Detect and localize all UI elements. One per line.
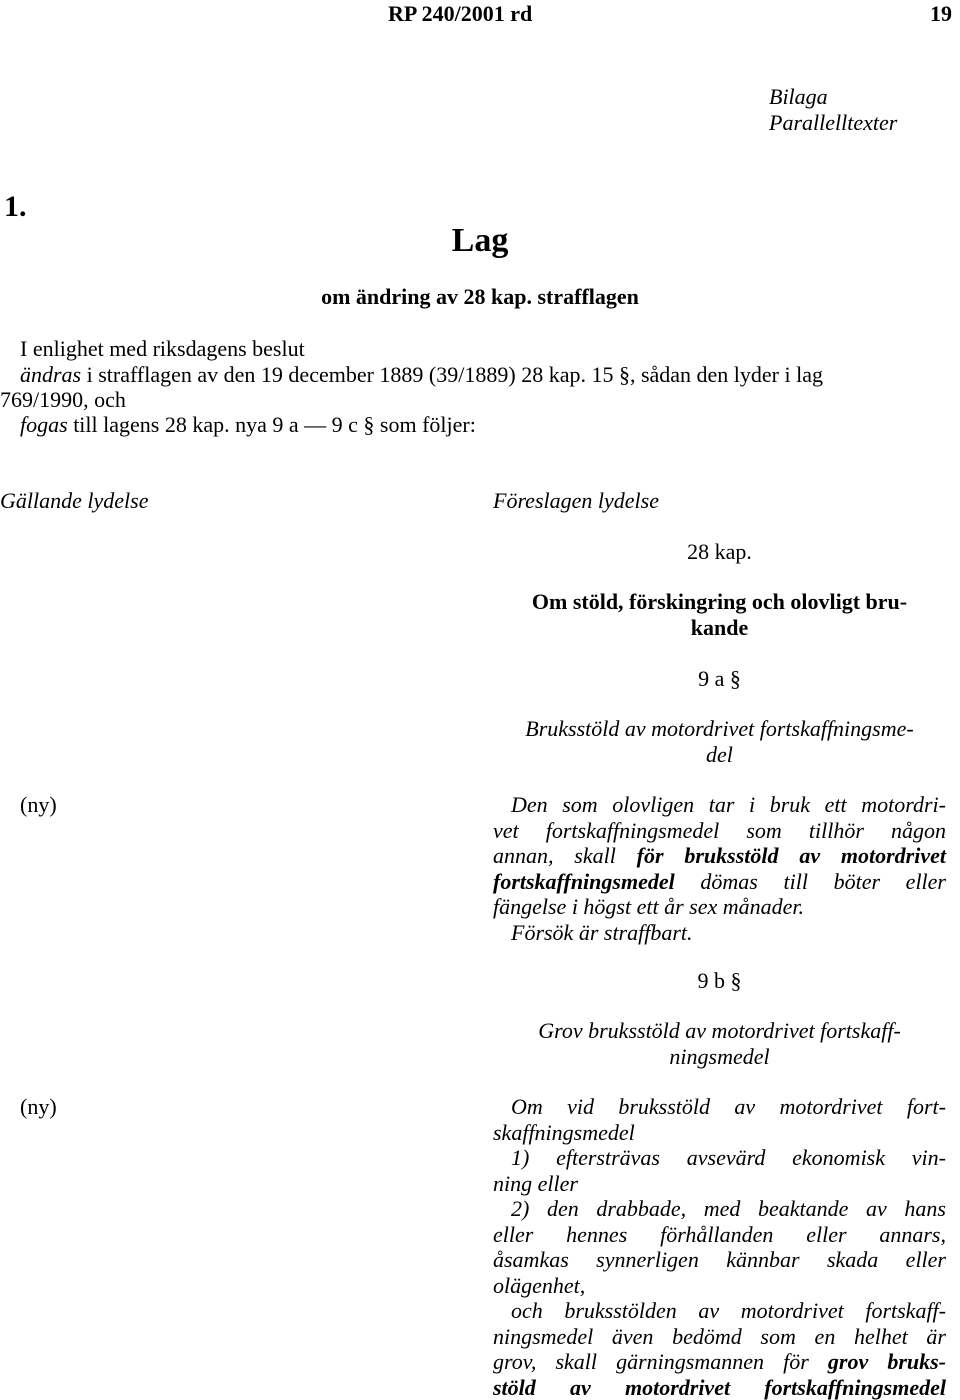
body-9b-line-8: olägenhet, — [493, 1273, 946, 1299]
section-heading-9a-line-2: del — [493, 742, 946, 768]
chapter-title-line-1: Om stöld, förskingring och olovligt bru- — [493, 589, 946, 615]
body-9a-line-5: fängelse i högst ett år sex månader. — [493, 894, 946, 920]
section-number-9a: 9 a § — [493, 666, 946, 692]
body-9b-line-11-pre: grov, skall gärningsmannen för — [493, 1349, 828, 1374]
preamble-line-2 — [20, 362, 932, 388]
body-9b-line-6: eller hennes förhållanden eller annars, — [493, 1222, 946, 1248]
document-reference: RP 240/2001 rd — [388, 1, 532, 27]
body-9a-line-4-bold: fortskaffningsmedel — [493, 869, 675, 894]
marker-new-9b: (ny) — [20, 1094, 57, 1120]
section-body-9a — [493, 792, 946, 945]
body-9a-line-2: vet fortskaffningsmedel som tillhör någon — [493, 818, 946, 844]
section-heading-9a-line-1: Bruksstöld av motordrivet fortskaffningsme- — [493, 716, 946, 742]
body-9a-line-3-bold: för bruksstöld av motordrivet — [637, 843, 946, 868]
preamble-line-3: 769/1990, och — [0, 387, 126, 413]
body-9b-line-10: ningsmedel även bedömd som en helhet är — [493, 1324, 946, 1350]
appendix-line-1: Bilaga — [769, 84, 897, 110]
body-9b-line-12 — [493, 1375, 946, 1400]
chapter-title — [493, 589, 946, 640]
body-9b-line-11-bold: grov bruks- — [828, 1349, 946, 1374]
body-9b-line-9: och bruksstölden av motordrivet fortskaff- — [493, 1298, 946, 1324]
body-9b-line-5: 2) den drabbade, med beaktande av hans — [493, 1196, 946, 1222]
body-9a-line-3 — [493, 843, 946, 869]
body-9b-line-3: 1) eftersträvas avsevärd ekonomisk vin- — [493, 1145, 946, 1171]
body-9b-line-4: ning eller — [493, 1171, 946, 1197]
body-9b-line-11 — [493, 1349, 946, 1375]
column-heading-proposed: Föreslagen lydelse — [493, 488, 659, 514]
section-body-9b — [493, 1094, 946, 1400]
chapter-number: 28 kap. — [493, 539, 946, 565]
marker-new-9a: (ny) — [20, 792, 57, 818]
section-number-9b: 9 b § — [493, 968, 946, 994]
body-9a-line-4 — [493, 869, 946, 895]
add-text: till lagens 28 kap. nya 9 a — 9 c § som följer: — [68, 412, 476, 437]
column-heading-current: Gällande lydelse — [0, 488, 148, 514]
preamble-line-4 — [20, 412, 476, 438]
body-9a-line-1: Den som olovligen tar i bruk ett motordri- — [493, 792, 946, 818]
chapter-title-line-2: kande — [493, 615, 946, 641]
section-heading-9a — [493, 716, 946, 767]
section-heading-9b-line-1: Grov bruksstöld av motordrivet fortskaff- — [493, 1018, 946, 1044]
section-heading-9b-line-2: ningsmedel — [493, 1044, 946, 1070]
law-title: Lag — [0, 222, 960, 260]
preamble-line-1: I enlighet med riksdagens beslut — [20, 336, 932, 362]
body-9a-line-4-post: dömas till böter eller — [675, 869, 946, 894]
amend-word: ändras — [20, 362, 81, 387]
body-9b-line-2: skaffningsmedel — [493, 1120, 946, 1146]
appendix-line-2: Parallelltexter — [769, 110, 897, 136]
page-number: 19 — [930, 1, 952, 27]
section-heading-9b — [493, 1018, 946, 1069]
law-subtitle: om ändring av 28 kap. strafflagen — [0, 284, 960, 310]
appendix-label — [769, 84, 897, 135]
body-9a-line-3-pre: annan, skall — [493, 843, 637, 868]
body-9b-line-12-bold: stöld av motordrivet fortskaffningsmedel — [493, 1375, 946, 1400]
body-9b-line-1: Om vid bruksstöld av motordrivet fort- — [493, 1094, 946, 1120]
add-word: fogas — [20, 412, 68, 437]
amend-text: i strafflagen av den 19 december 1889 (39/1889) 28 kap. 15 §, sådan den lyder i lag — [81, 362, 823, 387]
body-9b-line-7: åsamkas synnerligen kännbar skada eller — [493, 1247, 946, 1273]
preamble — [20, 336, 932, 387]
body-9a-line-6: Försök är straffbart. — [493, 920, 946, 946]
section-number: 1. — [4, 190, 27, 224]
